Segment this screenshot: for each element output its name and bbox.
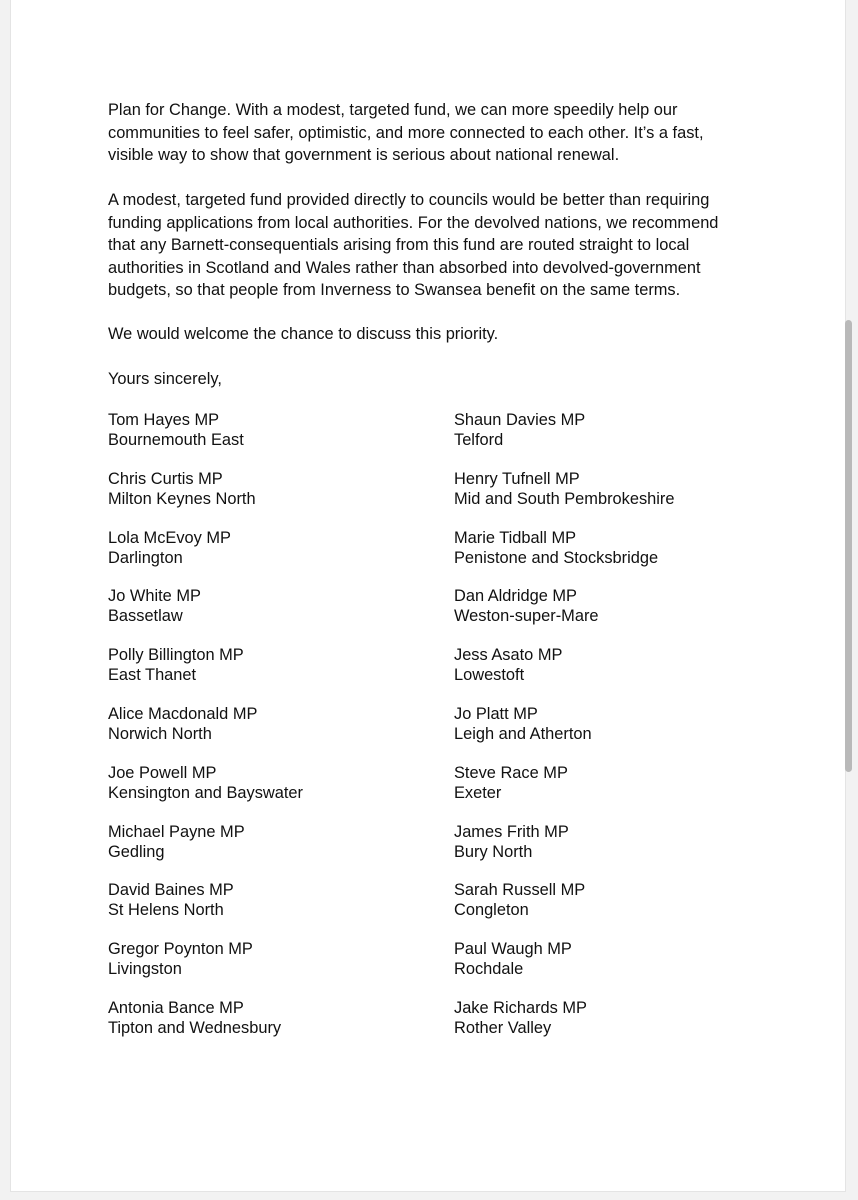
text-line: that any Barnett-consequentials arising from this fund are routed straight to local — [108, 236, 690, 255]
signatory-name: Jess Asato MP — [454, 646, 563, 665]
signatory-constituency: Tipton and Wednesbury — [108, 1019, 282, 1037]
signatory-name: Chris Curtis MP — [108, 469, 223, 488]
signatory-block — [108, 763, 303, 803]
signatory-constituency: East Thanet — [108, 666, 197, 685]
signatory-constituency: Bournemouth East — [108, 431, 244, 449]
signatory-name: Dan Aldridge MP — [454, 587, 577, 606]
signatory-name: Antonia Bance MP — [108, 999, 244, 1017]
signatory-name: Paul Waugh MP — [454, 940, 572, 959]
signatory-block — [454, 469, 674, 509]
signatory-block — [108, 410, 244, 450]
signatory-constituency: Leigh and Atherton — [454, 725, 592, 743]
signatory-name: Jo White MP — [108, 587, 201, 606]
signatory-name: James Frith MP — [454, 822, 569, 841]
vertical-scrollbar[interactable] — [845, 320, 852, 772]
signatory-block — [454, 586, 599, 626]
signatory-constituency: Norwich North — [108, 725, 212, 743]
signatory-constituency: Milton Keynes North — [108, 489, 256, 508]
text-line: communities to feel safer, optimistic, and more connected to each other. It’s a fast, — [108, 123, 704, 142]
signatory-constituency: Exeter — [454, 783, 502, 802]
signatory-name: Steve Race MP — [454, 763, 568, 782]
signatory-block — [108, 822, 245, 862]
signatory-constituency: Weston-super-Mare — [454, 607, 599, 626]
signatory-name: Shaun Davies MP — [454, 411, 586, 429]
signatory-constituency: Darlington — [108, 548, 183, 567]
text-line: We would welcome the chance to discuss this priority. — [108, 325, 499, 343]
signatory-constituency: Bassetlaw — [108, 607, 183, 626]
signatory-block — [108, 998, 281, 1038]
signatory-block — [454, 645, 562, 685]
signatory-constituency: Livingston — [108, 960, 182, 979]
text-line: A modest, targeted fund provided directly to councils would be better than requiring — [108, 191, 710, 209]
signatory-name: Marie Tidball MP — [454, 528, 577, 547]
signatory-constituency: Mid and South Pembrokeshire — [454, 489, 675, 508]
signatory-name: Alice Macdonald MP — [108, 705, 258, 723]
signatory-name: Joe Powell MP — [108, 763, 217, 782]
signatory-block — [454, 528, 658, 568]
signatory-name: Sarah Russell MP — [454, 881, 586, 900]
signatory-block — [454, 880, 585, 920]
paragraph-discussion — [108, 323, 768, 346]
signatory-name: Polly Billington MP — [108, 646, 244, 665]
signatory-block — [454, 704, 592, 744]
signatory-block — [454, 410, 585, 450]
signatory-name: Lola McEvoy MP — [108, 528, 231, 547]
text-line: authorities in Scotland and Wales rather than absorbed into devolved-government — [108, 258, 701, 277]
document-page — [10, 0, 846, 1192]
signatory-block — [108, 528, 231, 568]
signatory-constituency: St Helens North — [108, 901, 224, 920]
text-line: funding applications from local authorities. For the devolved nations, we recommend — [108, 213, 719, 232]
signatory-block — [108, 586, 201, 626]
paragraph-funding-recommendation — [108, 189, 768, 302]
signatory-block — [454, 822, 569, 862]
closing-salutation: Yours sincerely, — [108, 370, 222, 388]
text-line: budgets, so that people from Inverness to Swansea benefit on the same terms. — [108, 281, 681, 300]
signatory-block — [454, 998, 587, 1038]
signatory-constituency: Telford — [454, 431, 504, 449]
signatory-block — [108, 469, 256, 509]
text-line: visible way to show that government is serious about national renewal. — [108, 146, 620, 165]
signatory-name: Michael Payne MP — [108, 822, 245, 841]
signatory-constituency: Bury North — [454, 842, 533, 861]
signatory-block — [108, 939, 253, 979]
signatory-constituency: Congleton — [454, 901, 529, 920]
signatory-name: Jake Richards MP — [454, 999, 587, 1017]
signatory-name: Jo Platt MP — [454, 705, 538, 723]
signatory-constituency: Rother Valley — [454, 1019, 552, 1037]
signatory-constituency: Rochdale — [454, 960, 524, 979]
signatory-constituency: Lowestoft — [454, 666, 525, 685]
signatory-name: David Baines MP — [108, 881, 234, 900]
signatory-name: Tom Hayes MP — [108, 411, 220, 429]
signatory-block — [108, 704, 257, 744]
signatory-block — [108, 645, 244, 685]
signatory-constituency: Gedling — [108, 842, 165, 861]
paragraph-plan-for-change — [108, 99, 768, 167]
signatory-block — [108, 880, 234, 920]
signatory-block — [454, 939, 572, 979]
signatory-name: Gregor Poynton MP — [108, 940, 253, 959]
signatory-name: Henry Tufnell MP — [454, 469, 580, 488]
signatory-block — [454, 763, 568, 803]
signatory-constituency: Kensington and Bayswater — [108, 783, 303, 802]
signatory-constituency: Penistone and Stocksbridge — [454, 548, 659, 567]
text-line: Plan for Change. With a modest, targeted fund, we can more speedily help our — [108, 101, 678, 119]
